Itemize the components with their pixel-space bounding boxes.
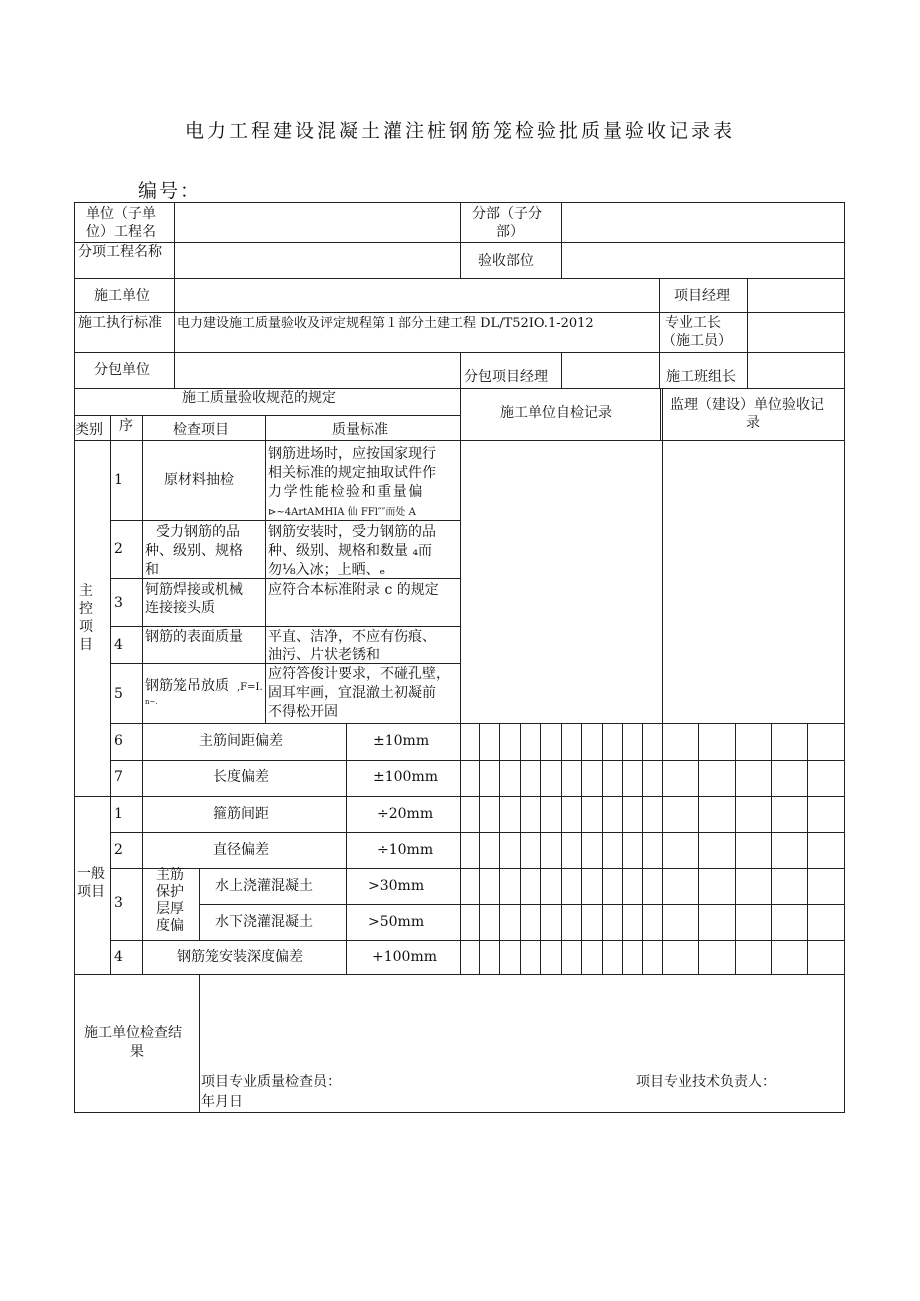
table-line [460, 202, 461, 278]
grid-line [479, 723, 480, 974]
tolerance-value: ÷20mm [377, 806, 434, 822]
seq-number: 1 [114, 472, 123, 488]
quality-standard-header: 质量标准 [332, 422, 388, 438]
tolerance-value: ±100mm [373, 769, 439, 785]
label-project-manager: 项目经理 [674, 288, 730, 304]
label-execution-standard: 施工执行标准 [78, 315, 162, 331]
label-unit-project: 单位（子单 [86, 206, 156, 222]
quality-standard: 种、级别、规格和数量 ₄而 [268, 543, 433, 559]
supervision-header-cont: 录 [746, 415, 760, 431]
tolerance-value: +100mm [372, 949, 438, 965]
check-item: 和 [145, 562, 159, 577]
inspector-signature-label: 项目专业质量检查员： [201, 1074, 341, 1090]
seq-number: 3 [114, 595, 123, 611]
grid-line [698, 723, 699, 974]
check-item: 主筋间距偏差 [199, 733, 283, 749]
tech-lead-signature-label: 项目专业技术负责人： [636, 1074, 776, 1090]
quality-standard: 不得松开固 [268, 704, 338, 720]
tolerance-value: ÷10mm [377, 842, 434, 858]
check-item: 受力钢筋的品 [156, 524, 240, 540]
tolerance-value: ±10mm [373, 733, 430, 749]
label-specialist: 专业工长 [665, 315, 721, 331]
result-label: 施工单位检查结 [84, 1025, 182, 1041]
cover-group-label: 保护 [156, 884, 184, 900]
quality-standard: 勿⅛入冰；上晒、ₑ [268, 562, 385, 578]
label-sub-item-project: 分项工程名称 [78, 244, 162, 260]
label-acceptance-part: 验收部位 [478, 253, 534, 269]
table-line [199, 974, 200, 1112]
table-line [747, 278, 748, 388]
seq-number: 4 [114, 637, 123, 653]
quality-standard: 相关标准的规定抽取试件作 [268, 465, 436, 481]
grid-line [771, 723, 772, 974]
check-item: 水下浇灌混凝土 [215, 914, 313, 930]
label-subcontractor: 分包单位 [94, 362, 150, 378]
check-item: 连接接头质 [145, 600, 215, 616]
code-label: 编号： [138, 180, 202, 202]
quality-standard: 应符答俊计要求，不碰孔壁， [268, 666, 450, 682]
label-sub-division: 分部（子分 [472, 206, 542, 222]
label-team-leader: 施工班组长 [666, 369, 736, 385]
seq-number: 2 [114, 842, 123, 858]
table-line [561, 202, 562, 278]
grid-line [642, 723, 643, 974]
execution-standard-value: 电力建设施工质量验收及评定规程第１部分土建工程 DL/T52IO.1-2012 [177, 316, 594, 331]
check-item: 钢筋的表面质量 [145, 629, 243, 645]
quality-standard: 固耳牢画，宜混澈土初凝前 [268, 685, 436, 701]
table-line [659, 278, 660, 388]
main-control-label-4: 目 [79, 637, 93, 653]
table-line [74, 415, 461, 416]
check-item-mark: ,F=I. [237, 682, 263, 693]
main-control-label-2: 控 [79, 601, 93, 617]
table-line [346, 723, 347, 974]
self-check-header: 施工单位自检记录 [500, 405, 612, 421]
table-line [199, 868, 200, 940]
check-item: 水上浇灌混凝土 [215, 878, 313, 894]
category-header: 类别 [75, 422, 103, 438]
table-line [660, 388, 661, 440]
seq-number: 6 [114, 733, 123, 749]
seq-number: 5 [114, 686, 123, 702]
spec-header: 施工质量验收规范的规定 [182, 390, 336, 406]
grid-line [499, 723, 500, 974]
quality-standard: 油污、片状老锈和 [268, 647, 380, 663]
table-line [460, 352, 461, 388]
seq-number: 2 [114, 541, 123, 557]
label-unit-project-cont: 位）工程名 [86, 224, 156, 240]
table-line [110, 415, 111, 974]
check-item: 直径偏差 [213, 842, 269, 858]
date-label: 年月日 [201, 1094, 243, 1110]
grid-line [662, 388, 663, 974]
table-line [174, 202, 175, 388]
grid-line [602, 723, 603, 974]
table-line [199, 904, 845, 905]
seq-header: 序 [119, 418, 133, 434]
check-item-header: 检查项目 [173, 422, 229, 438]
grid-line [735, 723, 736, 974]
label-sub-division-cont: 部） [496, 224, 524, 240]
table-border-left [74, 202, 75, 1113]
cover-group-label: 层厚 [156, 901, 184, 917]
inspection-form [74, 202, 845, 1113]
grid-line [520, 723, 521, 974]
seq-number: 1 [114, 806, 123, 822]
check-item-mark: n~. [145, 698, 158, 706]
cover-group-label: 度偏 [156, 918, 184, 934]
check-item: 种、级别、规格 [145, 543, 243, 559]
check-item: 箍筋间距 [213, 806, 269, 822]
check-item: 长度偏差 [213, 769, 269, 785]
table-line [265, 415, 266, 723]
seq-number: 3 [114, 895, 123, 911]
grid-line [540, 723, 541, 974]
cover-group-label: 主筋 [156, 867, 184, 883]
label-sub-project-manager: 分包项目经理 [464, 369, 548, 385]
table-line [110, 626, 461, 627]
grid-line [561, 723, 562, 974]
main-control-label-3: 项 [79, 619, 93, 635]
seq-number: 4 [114, 949, 123, 965]
seq-number: 7 [114, 769, 123, 785]
quality-standard: 钢筋安装时，受力钢筋的品 [268, 524, 436, 540]
table-line [74, 974, 845, 975]
tolerance-value: >50mm [368, 914, 425, 930]
table-line [142, 415, 143, 974]
supervision-header: 监理（建设）单位验收记 [670, 397, 824, 413]
general-label-cont: 项目 [77, 884, 105, 900]
page-title: 电力工程建设混凝土灌注桩钢筋笼检验批质量验收记录表 [184, 120, 735, 142]
result-label-cont: 果 [130, 1044, 144, 1060]
table-border-bottom [74, 1112, 845, 1113]
table-line [561, 352, 562, 388]
label-construction-unit: 施工单位 [94, 288, 150, 304]
quality-standard: ⊳~4ArtAMHIA 仙 FFl″″而处 A [268, 507, 416, 518]
tolerance-value: >30mm [368, 878, 425, 894]
table-line [74, 278, 845, 279]
general-label: 一般 [77, 866, 105, 882]
label-specialist-cont: （施工员） [662, 333, 732, 349]
grid-line [581, 723, 582, 974]
quality-standard: 钢筋进场时，应按国家现行 [268, 446, 436, 462]
table-line [74, 312, 845, 313]
check-item: 钶筋焊接或机械 [145, 582, 243, 598]
check-item: 原材料抽检 [164, 472, 234, 488]
check-item: 钢筋笼吊放质 [145, 678, 229, 694]
table-line [460, 388, 461, 974]
quality-standard: 平直、洁净，不应有伤痕、 [268, 629, 436, 645]
main-control-label-1: 主 [79, 583, 93, 599]
quality-standard: 力学性能检验和重量偏 [268, 484, 424, 500]
check-item: 钢筋笼安装深度偏差 [177, 949, 303, 965]
table-border-right [844, 202, 845, 1113]
grid-line [622, 723, 623, 974]
grid-line [807, 723, 808, 974]
quality-standard: 应符合本标准附录 c 的规定 [268, 582, 439, 598]
